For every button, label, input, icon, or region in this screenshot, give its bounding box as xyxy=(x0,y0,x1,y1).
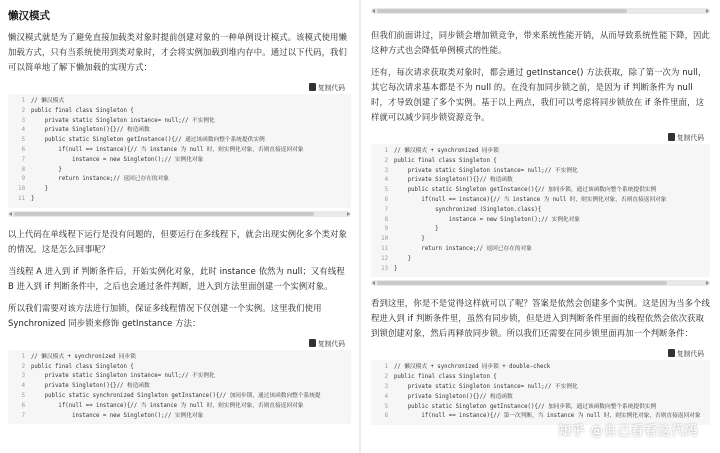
code-text: private static Singleton instance= null;// 不实例化 xyxy=(31,117,215,124)
scroll-right-arrow-icon[interactable] xyxy=(347,212,350,216)
code-line xyxy=(377,373,706,383)
code-text: } xyxy=(394,265,398,272)
code-line xyxy=(14,382,347,392)
code-line xyxy=(14,195,347,205)
code-line xyxy=(377,225,706,235)
code-line xyxy=(377,235,706,245)
line-number: 5 xyxy=(21,137,25,144)
copy-code-button[interactable] xyxy=(371,132,710,144)
scroll-left-arrow-icon[interactable] xyxy=(372,9,375,13)
line-number: 13 xyxy=(381,265,388,272)
line-number: 3 xyxy=(21,373,25,380)
code-block xyxy=(371,144,710,277)
line-number: 1 xyxy=(21,353,25,360)
code-text: public final class Singleton { xyxy=(394,157,497,164)
line-number: 3 xyxy=(384,383,388,390)
code-text: } xyxy=(31,186,49,193)
code-line xyxy=(14,97,347,107)
line-number: 6 xyxy=(384,413,388,420)
code-text: if(null == instance){// 第一次判断，当 instance 为 null 时，则实例化对象，否则直接返回对象 xyxy=(394,413,701,420)
code-text: } xyxy=(394,255,412,262)
code-line xyxy=(14,392,347,402)
section-heading: 懒汉模式 xyxy=(8,10,50,22)
line-number: 4 xyxy=(384,393,388,400)
code-text: synchronized (Singleton.class){ xyxy=(394,206,542,213)
code-text: public static synchronized Singleton getInstance(){// 加同步锁，通过该函数向整个系统提 xyxy=(31,392,321,399)
code-line xyxy=(14,185,347,195)
code-line xyxy=(377,157,706,167)
code-text: return instance;// 返回已存在的对象 xyxy=(394,245,532,252)
line-number: 4 xyxy=(21,127,25,134)
code-text: } xyxy=(31,195,35,202)
copy-code-label: 复制代码 xyxy=(676,134,704,142)
paragraph: 还有，每次请求获取类对象时，都会通过 getInstance() 方法获取，除了第一次为 null，其它每次请求基本都是不为 null 的。在没有加同步锁之前，是因为 if 判断条件为 null 时，才导致创建了多个实例。基于以上两点，我们可以考虑将同步锁放在 if 条件里面，这样就可以减少同步锁资源竞争。 xyxy=(371,67,707,122)
line-number: 6 xyxy=(384,196,388,203)
code-block xyxy=(8,350,351,425)
line-number: 3 xyxy=(21,117,25,124)
code-text: instance = new Singleton();// 实例化对象 xyxy=(394,216,580,223)
scroll-left-arrow-icon[interactable] xyxy=(9,212,12,216)
paragraph: 但我们前面讲过，同步锁会增加锁竞争，带来系统性能开销，从而导致系统性能下降，因此这种方式也会降低单例模式的性能。 xyxy=(371,30,710,55)
code-scrollbar[interactable] xyxy=(371,280,710,286)
copy-code-label: 复制代码 xyxy=(317,84,345,92)
code-block xyxy=(8,94,351,208)
code-line xyxy=(14,372,347,382)
code-line xyxy=(377,206,706,216)
code-text: private static Singleton instance= null;// 不实例化 xyxy=(394,167,578,174)
line-number: 7 xyxy=(384,206,388,213)
code-text: private static Singleton instance= null;// 不实例化 xyxy=(31,373,215,380)
scrollbar-thumb[interactable] xyxy=(14,212,314,216)
copy-icon xyxy=(668,133,675,141)
code-text: public static Singleton getInstance(){// 加同步锁，通过该函数向整个系统提供实例 xyxy=(394,403,657,410)
code-line xyxy=(377,363,706,373)
code-line xyxy=(14,363,347,373)
line-number: 10 xyxy=(381,236,388,243)
code-line xyxy=(377,393,706,403)
copy-icon xyxy=(309,339,316,347)
line-number: 2 xyxy=(21,107,25,114)
code-text: public final class Singleton { xyxy=(31,363,134,370)
code-text: // 懒汉模式 xyxy=(31,98,65,104)
line-number: 12 xyxy=(381,255,388,262)
line-number: 10 xyxy=(18,186,25,193)
code-line xyxy=(377,186,706,196)
line-number: 6 xyxy=(21,146,25,153)
code-text: instance = new Singleton();// 实例化对象 xyxy=(31,156,204,163)
code-line xyxy=(14,156,347,166)
code-text: // 懒汉模式 + synchronized 同步锁 xyxy=(394,148,499,154)
code-line xyxy=(377,176,706,186)
code-text: } xyxy=(394,236,425,243)
paragraph: 所以我们需要对该方法进行加锁，保证多线程情况下仅创建一个实例。这里我们使用 Synchronized 同步锁来修饰 getInstance 方法： xyxy=(8,302,322,328)
code-line xyxy=(14,175,347,185)
code-text: public final class Singleton { xyxy=(394,374,497,381)
code-text: if(null == instance){// 当 instance 为 null 时，则实例化对象，否则直接返回对象 xyxy=(31,146,304,153)
code-text: return instance;// 返回已存在的对象 xyxy=(31,176,169,183)
code-text: private static Singleton instance= null;// 不实例化 xyxy=(394,383,578,390)
line-number: 9 xyxy=(384,226,388,233)
code-line xyxy=(377,147,706,157)
scroll-right-arrow-icon[interactable] xyxy=(706,281,709,285)
code-line xyxy=(377,265,706,275)
line-number: 1 xyxy=(21,98,25,104)
line-number: 11 xyxy=(18,195,25,202)
scrollbar-thumb[interactable] xyxy=(377,281,667,285)
line-number: 4 xyxy=(384,177,388,184)
line-number: 2 xyxy=(21,363,25,370)
copy-code-button[interactable] xyxy=(8,338,351,350)
code-text: if(null == instance){// 当 instance 为 null 时，则实例化对象，否则直接返回对象 xyxy=(31,402,304,409)
paragraph: 看到这里，你是不是觉得这样就可以了呢？答案是依然会创建多个实例。这是因为当多个线程进入到 if 判断条件里，虽然有同步锁，但是进入到判断条件里面的线程依然会依次获取到锁创建对象，然后再释放同步锁。所以我们还需要在同步锁里面再加一个判断条件： xyxy=(371,298,710,339)
line-number: 5 xyxy=(384,187,388,194)
code-line xyxy=(377,167,706,177)
code-line xyxy=(377,383,706,393)
line-number: 5 xyxy=(21,392,25,399)
code-line xyxy=(377,196,706,206)
left-page xyxy=(0,0,359,453)
code-block xyxy=(371,360,710,425)
code-line xyxy=(14,107,347,117)
code-text: private Singleton(){}// 构造函数 xyxy=(394,177,513,184)
line-number: 1 xyxy=(384,364,388,371)
code-line xyxy=(14,117,347,127)
code-text: public final class Singleton { xyxy=(31,107,134,114)
code-text: } xyxy=(31,166,62,173)
code-line xyxy=(377,255,706,265)
line-number: 8 xyxy=(384,216,388,223)
line-number: 9 xyxy=(21,176,25,183)
code-line xyxy=(14,146,347,156)
line-number: 4 xyxy=(21,383,25,390)
code-text: // 懒汉模式 + synchronized 同步锁 + double-check xyxy=(394,364,551,371)
line-number: 5 xyxy=(384,403,388,410)
line-number: 7 xyxy=(21,156,25,163)
code-text: private Singleton(){}// 构造函数 xyxy=(31,127,150,134)
code-line xyxy=(14,402,347,412)
code-line xyxy=(377,245,706,255)
scrollbar-thumb[interactable] xyxy=(377,9,627,13)
line-number: 11 xyxy=(381,245,388,252)
code-text: // 懒汉模式 + synchronized 同步锁 xyxy=(31,353,136,360)
copy-code-button[interactable] xyxy=(371,348,710,360)
line-number: 2 xyxy=(384,157,388,164)
line-number: 2 xyxy=(384,374,388,381)
code-scrollbar[interactable] xyxy=(371,8,710,14)
copy-code-label: 复制代码 xyxy=(676,350,704,359)
code-line xyxy=(14,126,347,136)
code-line xyxy=(14,353,347,363)
code-line xyxy=(14,136,347,146)
code-scrollbar[interactable] xyxy=(8,211,351,217)
copy-icon xyxy=(668,349,675,357)
code-line xyxy=(377,403,706,413)
paragraph: 当线程 A 进入到 if 判断条件后，开始实例化对象，此时 instance 依然为 null；又有线程 B 进入到 if 判断条件中，之后也会通过条件判断，进入到方法里面创建一个实例对象。 xyxy=(8,265,345,291)
copy-icon xyxy=(309,83,316,91)
code-text: public static Singleton getInstance(){// 加同步锁，通过该函数向整个系统提供实例 xyxy=(394,187,657,194)
scroll-left-arrow-icon[interactable] xyxy=(372,281,375,285)
code-line xyxy=(14,412,347,422)
code-text: } xyxy=(394,226,439,233)
code-text: public static Singleton getInstance(){// 通过该函数向整个系统提供实例 xyxy=(31,137,265,144)
line-number: 3 xyxy=(384,167,388,174)
line-number: 6 xyxy=(21,402,25,409)
code-text: instance = new Singleton();// 实例化对象 xyxy=(31,412,204,419)
code-text: private Singleton(){}// 构造函数 xyxy=(394,393,513,400)
line-number: 7 xyxy=(21,412,25,419)
paragraph: 以上代码在单线程下运行是没有问题的，但要运行在多线程下，就会出现实例化多个类对象的情况。这是怎么回事呢？ xyxy=(8,228,347,254)
watermark: 知乎 @自己看看这代码 xyxy=(557,424,698,439)
code-text: private Singleton(){}// 构造函数 xyxy=(31,383,150,390)
right-page xyxy=(361,0,720,453)
line-number: 1 xyxy=(384,148,388,154)
code-text: if(null == instance){// 当 instance 为 null 时，则实例化对象，否则直接返回对象 xyxy=(394,196,667,203)
code-line xyxy=(377,216,706,226)
intro-paragraph: 懒汉模式就是为了避免直接加载类对象时提前创建对象的一种单例设计模式。该模式使用懒加载方式，只有当系统使用到类对象时，才会将实例加载到堆内存中。通过以下代码，我们可以简单地了解下懒加载的实现方式： xyxy=(8,32,347,72)
code-line xyxy=(14,166,347,176)
scroll-right-arrow-icon[interactable] xyxy=(706,9,709,13)
line-number: 8 xyxy=(21,166,25,173)
copy-code-button[interactable] xyxy=(8,82,351,94)
copy-code-label: 复制代码 xyxy=(317,339,345,348)
